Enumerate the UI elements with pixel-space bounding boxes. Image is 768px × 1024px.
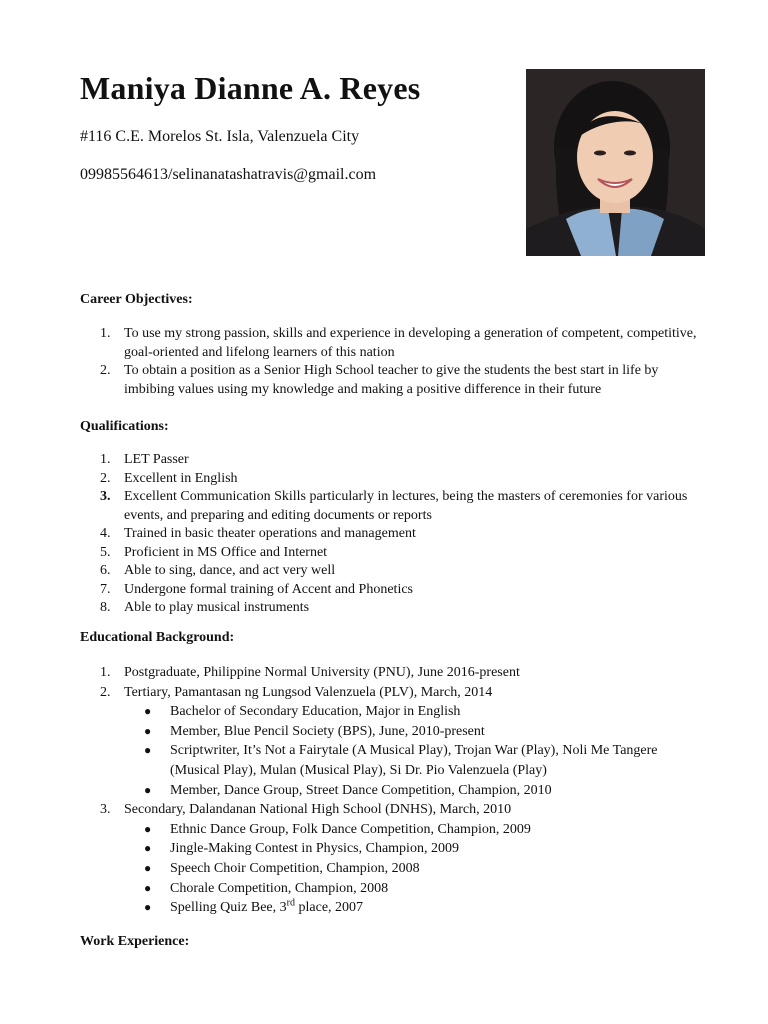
list-item-text: To use my strong passion, skills and experience in developing a generation of competent, competitive, goal-oriented and lifelong learners of this nation: [124, 326, 697, 360]
list-number: 2.: [100, 363, 111, 378]
bullet-icon: ●: [144, 821, 152, 836]
list-item: [80, 599, 700, 618]
sub-list-item: [80, 722, 700, 742]
qualifications-heading: Qualifications:: [80, 419, 169, 434]
career-objectives-list-wrap: [80, 325, 700, 399]
list-number: 7.: [100, 581, 111, 597]
list-item: [80, 800, 700, 918]
bullet-icon: ●: [144, 900, 152, 915]
work-experience-heading: Work Experience:: [80, 934, 190, 949]
bullet-icon: ●: [144, 782, 152, 797]
sub-list-item: [80, 741, 700, 780]
list-item-text: Excellent in English: [124, 470, 238, 486]
list-item-text: Secondary, Dalandanan National High School (DNHS), March, 2010: [124, 802, 512, 818]
sub-item-text: Member, Blue Pencil Society (BPS), June, 2010-present: [170, 723, 485, 739]
list-item-text: Able to play musical instruments: [124, 600, 310, 615]
sub-item-text: Scriptwriter, It’s Not a Fairytale (A Musical Play), Trojan War (Play), Noli Me Tangere (Musical Play), Mulan (Musical Play), Si Dr. Pio Valenzuela (Play): [170, 743, 658, 778]
list-item-text: To obtain a position as a Senior High School teacher to give the students the best start in life by imbibing values using my knowledge and making a positive difference in their future: [124, 363, 659, 397]
list-item-text: Able to sing, dance, and act very well: [124, 563, 336, 578]
qualifications-list-wrap: [80, 451, 700, 618]
sub-item-text: Ethnic Dance Group, Folk Dance Competition, Champion, 2009: [170, 821, 531, 837]
sub-list-item: [80, 702, 700, 722]
education-list-wrap: [80, 663, 700, 918]
sub-list-item: [80, 781, 700, 801]
list-item-text: Undergone formal training of Accent and Phonetics: [124, 581, 413, 597]
list-number: 5.: [100, 544, 111, 560]
qualifications-list: [80, 451, 700, 618]
bullet-icon: ●: [144, 704, 152, 719]
list-item-text: Tertiary, Pamantasan ng Lungsod Valenzuela (PLV), March, 2014: [124, 684, 493, 700]
education-list: [80, 663, 700, 918]
list-item: [80, 683, 700, 801]
sub-item-text: place, 2007: [295, 900, 364, 916]
applicant-photo: [526, 69, 705, 256]
list-item: [80, 362, 700, 399]
list-number: 2.: [100, 470, 111, 486]
sub-item-text: Chorale Competition, Champion, 2008: [170, 880, 389, 896]
bullet-icon: ●: [144, 841, 152, 856]
sub-list-item: [80, 879, 700, 899]
list-item: [80, 451, 700, 470]
list-item-text: Proficient in MS Office and Internet: [124, 544, 328, 560]
sub-list: [124, 702, 700, 800]
list-number: 2.: [100, 684, 111, 700]
list-number: 1.: [100, 665, 111, 680]
address: #116 C.E. Morelos St. Isla, Valenzuela City: [80, 128, 360, 145]
phone-email: 09985564613/selinanatashatravis@gmail.com: [80, 166, 377, 183]
list-number: 1.: [100, 452, 111, 467]
list-number: 4.: [100, 526, 111, 541]
list-item-text: LET Passer: [124, 452, 189, 467]
sub-item-text: Bachelor of Secondary Education, Major in English: [170, 704, 461, 720]
sub-item-text: Jingle-Making Contest in Physics, Champion, 2009: [170, 841, 459, 857]
list-number: 3.: [100, 489, 111, 504]
list-item: [80, 663, 700, 683]
sub-list: [124, 820, 700, 918]
list-item-text: Excellent Communication Skills particularly in lectures, being the masters of ceremonies for various events, and preparing and editing documents or reports: [124, 489, 688, 523]
work-experience-section: [80, 934, 700, 950]
list-item: [80, 525, 700, 544]
bullet-icon: ●: [144, 743, 152, 758]
bullet-icon: ●: [144, 723, 152, 738]
portrait-image: [526, 69, 705, 256]
list-item: [80, 488, 700, 525]
list-item-text: Postgraduate, Philippine Normal University (PNU), June 2016-present: [124, 665, 520, 680]
bullet-icon: ●: [144, 880, 152, 895]
career-objectives-section: [80, 292, 700, 308]
list-item-text: Trained in basic theater operations and management: [124, 526, 416, 541]
bullet-icon: ●: [144, 860, 152, 875]
qualifications-section: [80, 419, 700, 435]
list-number: 1.: [100, 326, 111, 341]
list-item: [80, 470, 700, 489]
list-item: [80, 325, 700, 362]
ordinal-suffix: rd: [286, 897, 295, 909]
sub-list-item: [80, 859, 700, 879]
career-objectives-heading: Career Objectives:: [80, 292, 193, 307]
sub-item-text: Member, Dance Group, Street Dance Competition, Champion, 2010: [170, 782, 552, 798]
sub-list-item: [80, 839, 700, 859]
education-section: [80, 630, 700, 646]
list-number: 8.: [100, 600, 111, 615]
applicant-name: Maniya Dianne A. Reyes: [80, 70, 421, 106]
list-number: 6.: [100, 563, 111, 578]
sub-item-text: Spelling Quiz Bee, 3: [170, 900, 287, 916]
sub-list-item: [80, 898, 700, 918]
education-heading: Educational Background:: [80, 630, 235, 645]
sub-list-item: [80, 820, 700, 840]
career-objectives-list: [80, 325, 700, 399]
spelling-bee-item: [170, 897, 364, 916]
list-item: [80, 581, 700, 600]
sub-item-text: Speech Choir Competition, Champion, 2008: [170, 860, 420, 876]
list-item: [80, 562, 700, 581]
list-item: [80, 544, 700, 563]
list-number: 3.: [100, 802, 111, 818]
